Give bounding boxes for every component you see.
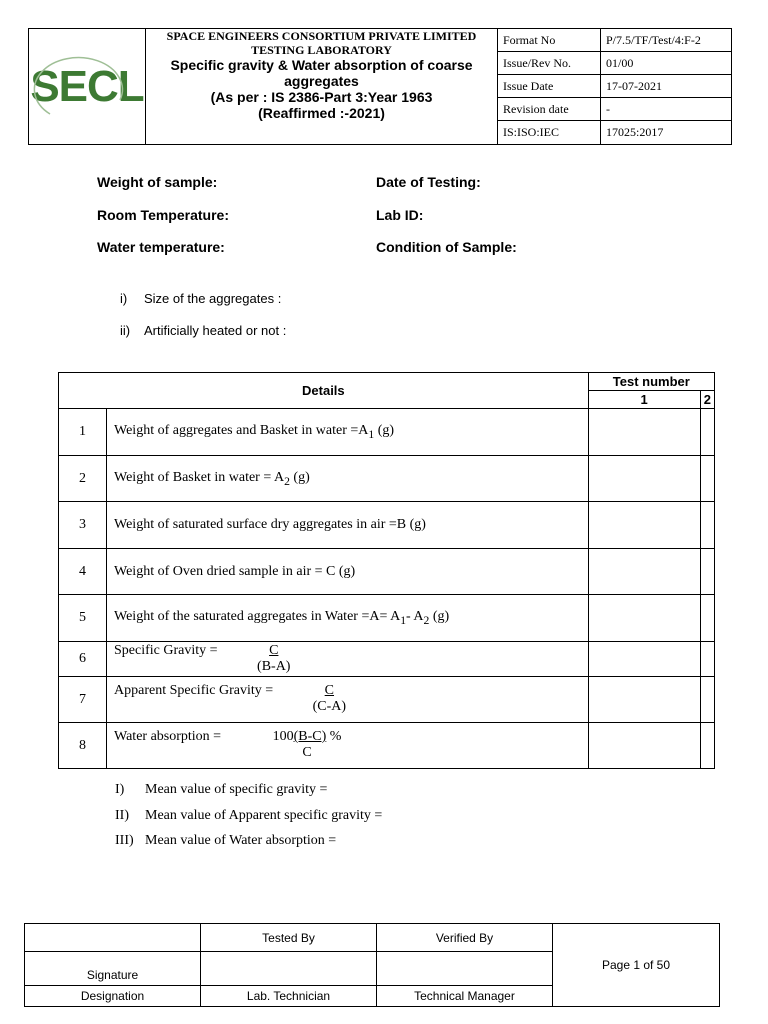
formula-label: Water absorption = (114, 729, 222, 744)
row-number: 3 (59, 502, 107, 549)
row-description: Weight of Oven dried sample in air = C (g) (107, 549, 589, 595)
test-2-cell[interactable] (700, 677, 714, 723)
tested-by-header: Tested By (201, 924, 377, 952)
row-description (107, 723, 589, 769)
meta-value: 17025:2017 (601, 121, 732, 145)
formula-denominator: (B-A) (257, 659, 291, 674)
condition-of-sample-label: Condition of Sample: (376, 239, 517, 255)
test-2-cell[interactable] (700, 595, 714, 642)
row-description: Weight of the saturated aggregates in Water $=A= A_1-$ $A_2$ (g) (107, 595, 589, 642)
row-number: 6 (59, 642, 107, 677)
test-1-cell[interactable] (588, 677, 700, 723)
company-name: SPACE ENGINEERS CONSORTIUM PRIVATE LIMITED (166, 29, 477, 43)
test-col-1: 1 (588, 391, 700, 409)
test-2-cell[interactable] (700, 642, 714, 677)
mean-item (115, 808, 382, 824)
formula-numerator: (B-C) (293, 729, 327, 744)
formula-numerator-suffix: % (326, 729, 342, 744)
row-description: Weight of Basket in water = $A_2$ (g) (107, 456, 589, 502)
test-2-cell[interactable] (700, 549, 714, 595)
form-title-line3: (As per : IS 2386-Part 3:Year 1963 (210, 89, 433, 105)
weight-of-sample-label: Weight of sample: (97, 174, 218, 190)
lab-name: TESTING LABORATORY (251, 43, 392, 57)
list-item (120, 291, 281, 306)
row-number: 4 (59, 549, 107, 595)
test-number-header: Test number (588, 373, 714, 391)
header-table (28, 28, 732, 145)
formula-label: Specific Gravity = (114, 643, 218, 658)
footer-empty-cell (25, 924, 201, 952)
formula-fraction (257, 643, 290, 675)
list-item-number: ii) (120, 323, 131, 338)
formula-fraction (273, 729, 342, 761)
test-1-cell[interactable] (588, 549, 700, 595)
row-number: 2 (59, 456, 107, 502)
meta-value: 01/00 (601, 52, 732, 75)
table-row (59, 677, 715, 723)
row-description: Weight of aggregates and Basket in water $=A_1$ (g) (107, 409, 589, 456)
row-description (107, 677, 589, 723)
row-description: Weight of saturated surface dry aggregates in air =B (g) (107, 502, 589, 549)
page-number: Page 1 of 50 (553, 924, 720, 1007)
meta-key: Issue/Rev No. (498, 52, 601, 75)
formula-label: Apparent Specific Gravity = (114, 683, 274, 698)
date-of-testing-label: Date of Testing: (376, 174, 481, 190)
signature-table (24, 923, 720, 1007)
table-row (59, 723, 715, 769)
tester-designation: Lab. Technician (201, 986, 377, 1007)
lab-id-label: Lab ID: (376, 207, 424, 223)
table-row (59, 409, 715, 456)
row-number: 5 (59, 595, 107, 642)
formula-numerator: C (269, 643, 279, 658)
mean-text: Mean value of Water absorption = (145, 833, 337, 848)
test-1-cell[interactable] (588, 723, 700, 769)
row-number: 1 (59, 409, 107, 456)
meta-value: - (601, 98, 732, 121)
formula-numerator-prefix: 100 (272, 729, 294, 744)
test-2-cell[interactable] (700, 409, 714, 456)
list-item (120, 323, 286, 338)
test-1-cell[interactable] (588, 595, 700, 642)
table-row (59, 549, 715, 595)
room-temperature-label: Room Temperature: (97, 207, 229, 223)
test-2-cell[interactable] (700, 502, 714, 549)
table-row (59, 595, 715, 642)
form-title-line2: aggregates (284, 73, 359, 89)
formula-numerator: C (324, 683, 335, 698)
signature-label: Signature (25, 952, 201, 986)
meta-key: Issue Date (498, 75, 601, 98)
list-item-number: i) (120, 291, 128, 306)
table-row (59, 502, 715, 549)
mean-item (115, 782, 327, 798)
meta-key: Revision date (498, 98, 601, 121)
test-1-cell[interactable] (588, 642, 700, 677)
table-row (59, 642, 715, 677)
formula-denominator: C (302, 745, 312, 760)
verifier-designation: Technical Manager (377, 986, 553, 1007)
list-item-text: Size of the aggregates : (144, 291, 282, 306)
mean-text: Mean value of specific gravity = (145, 782, 328, 797)
test-1-cell[interactable] (588, 502, 700, 549)
logo-cell (29, 29, 146, 145)
meta-key: Format No (498, 29, 601, 52)
mean-number: III) (115, 833, 134, 848)
formula-denominator: (C-A) (312, 699, 347, 714)
form-title-line4: (Reaffirmed :-2021) (258, 105, 385, 121)
row-number: 7 (59, 677, 107, 723)
meta-value: P/7.5/TF/Test/4:F-2 (601, 29, 732, 52)
tester-signature-cell[interactable] (201, 952, 377, 986)
row-number: 8 (59, 723, 107, 769)
meta-value: 17-07-2021 (601, 75, 732, 98)
mean-text: Mean value of Apparent specific gravity = (145, 808, 383, 823)
table-row (59, 456, 715, 502)
formula-fraction (313, 683, 346, 715)
details-header: Details (59, 373, 589, 409)
test-table (58, 372, 715, 769)
test-col-2: 2 (700, 391, 714, 409)
water-temperature-label: Water temperature: (97, 239, 225, 255)
secl-logo: SECL (30, 62, 143, 112)
verifier-signature-cell[interactable] (377, 952, 553, 986)
form-title-line1: Specific gravity & Water absorption of coarse (170, 57, 473, 73)
test-2-cell[interactable] (700, 723, 714, 769)
list-item-text: Artificially heated or not : (144, 323, 287, 338)
mean-number: I) (115, 782, 125, 797)
title-cell (146, 29, 498, 145)
test-1-cell[interactable] (588, 456, 700, 502)
mean-number: II) (115, 808, 129, 823)
test-1-cell[interactable] (588, 409, 700, 456)
meta-key: IS:ISO:IEC (498, 121, 601, 145)
designation-label: Designation (25, 986, 201, 1007)
logo-arc-icon (20, 50, 132, 124)
row-description (107, 642, 589, 677)
verified-by-header: Verified By (377, 924, 553, 952)
test-2-cell[interactable] (700, 456, 714, 502)
mean-item (115, 833, 336, 849)
